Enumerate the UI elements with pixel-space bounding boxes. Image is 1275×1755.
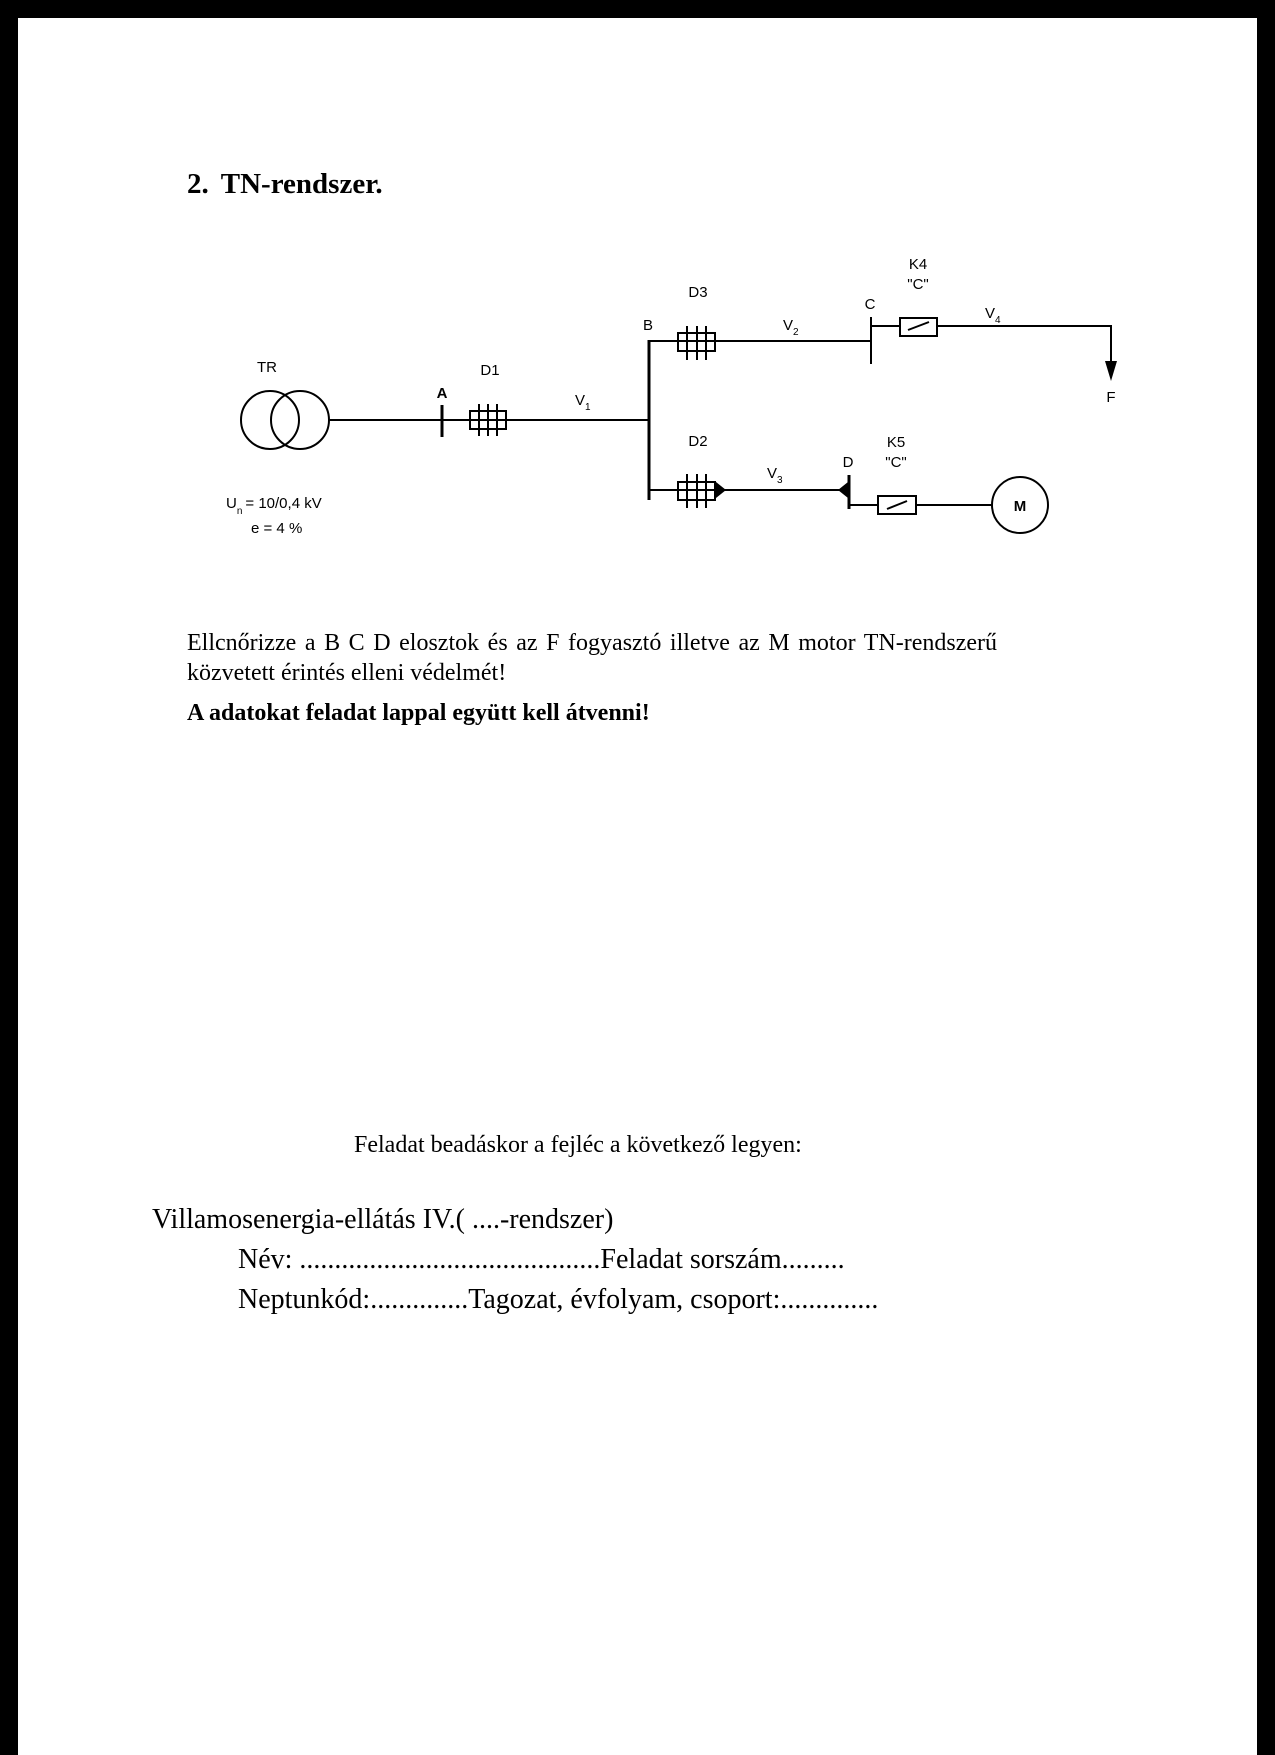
rating-symbol: U bbox=[226, 495, 237, 512]
transformer-rating bbox=[226, 495, 322, 517]
task-description: Ellcnőrizze a B C D elosztok és az F fogyasztó illetve az M motor TN-rendszerű közvetett érintés elleni védelmét! bbox=[187, 630, 997, 686]
fuse-d2-label: D2 bbox=[688, 433, 708, 450]
breaker-k4-label: K4 bbox=[908, 256, 928, 273]
node-d-label: D bbox=[842, 454, 854, 471]
transformer-short-circuit: e = 4 % bbox=[251, 520, 303, 537]
cable-v2-label bbox=[783, 317, 799, 338]
node-d-arrow bbox=[838, 482, 848, 498]
cable-v2-letter: V bbox=[783, 317, 794, 334]
consumer-f-label: F bbox=[1106, 389, 1116, 406]
motor-label: M bbox=[1013, 498, 1027, 515]
cable-v1-letter: V bbox=[575, 392, 586, 409]
node-b-label: B bbox=[642, 317, 654, 334]
node-c-label: C bbox=[864, 296, 876, 313]
header-template-line-2: Név: ...........................................Feladat sorszám......... bbox=[238, 1244, 845, 1275]
cable-v2-index: 2 bbox=[793, 327, 799, 338]
breaker-k5-type: "C" bbox=[885, 454, 907, 471]
submission-instruction: Feladat beadáskor a fejléc a következő legyen: bbox=[354, 1132, 802, 1158]
cable-v4-index: 4 bbox=[995, 315, 1001, 326]
cable-v4-letter: V bbox=[985, 305, 996, 322]
breaker-k5-label: K5 bbox=[886, 434, 906, 451]
circuit-diagram bbox=[0, 0, 1275, 560]
cable-v1-index: 1 bbox=[585, 402, 591, 413]
section-title-text: TN-rendszer. bbox=[220, 168, 383, 200]
breaker-k4-symbol bbox=[900, 318, 937, 336]
section-number: 2. bbox=[187, 168, 209, 200]
task-note: A adatokat feladat lappal együtt kell átvenni! bbox=[187, 700, 650, 726]
node-a-label: A bbox=[436, 385, 448, 402]
rating-value: = 10/0,4 kV bbox=[245, 495, 322, 512]
cable-v3-index: 3 bbox=[777, 475, 783, 486]
cable-v3-label bbox=[767, 465, 783, 486]
header-template-line-3: Neptunkód:..............Tagozat, évfolyam, csoport:.............. bbox=[238, 1284, 879, 1315]
transformer-label: TR bbox=[257, 359, 277, 376]
fuse-d1-label: D1 bbox=[480, 362, 500, 379]
cable-v4-label bbox=[985, 305, 1001, 326]
fuse-d3-label: D3 bbox=[688, 284, 708, 301]
fuse-d3-symbol bbox=[678, 326, 715, 360]
transformer-symbol bbox=[241, 391, 329, 449]
breaker-k5-symbol bbox=[878, 496, 916, 514]
cable-v3-letter: V bbox=[767, 465, 778, 482]
breaker-k4-type: "C" bbox=[907, 276, 929, 293]
consumer-f-arrow bbox=[1105, 361, 1117, 381]
rating-subscript: n bbox=[236, 506, 243, 517]
cable-v1-label bbox=[575, 392, 591, 413]
header-template-line-1: Villamosenergia-ellátás IV.( ....-rendszer) bbox=[152, 1204, 614, 1235]
